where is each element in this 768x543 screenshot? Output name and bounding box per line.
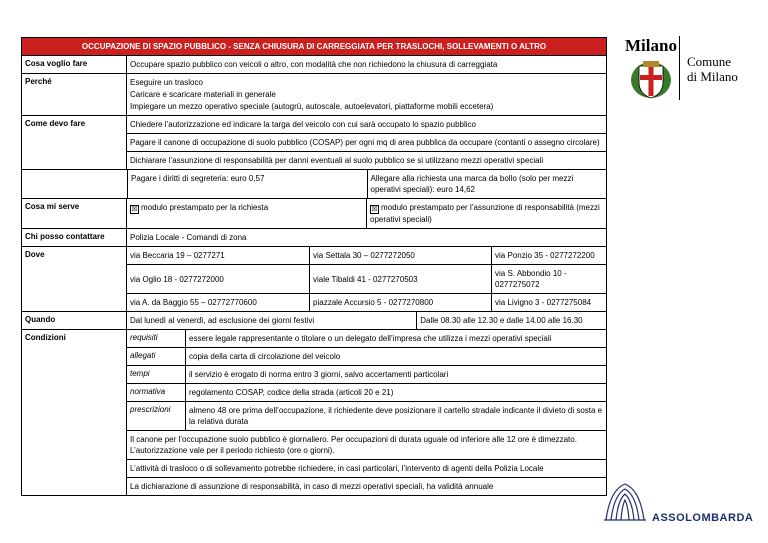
come-line: Chiedere l’autorizzazione ed indicare la targa del veicolo con cui sarà occupato lo spazio pubblico — [127, 116, 606, 134]
perche-line: Impiegare un mezzo operativo speciale (autogrù, autoscale, autoelevatori, piattaforme mobili eccetera) — [130, 102, 494, 111]
row-dove — [21, 247, 607, 312]
row-label: Come devo fare — [22, 116, 127, 169]
come-line: Pagare il canone di occupazione di suolo pubblico (COSAP) per ogni mq di area pubblica da occupare (contanti o assegno circolare) — [127, 134, 606, 152]
dove-cell: via Beccaria 19 – 0277271 — [127, 247, 309, 265]
quando-giorni: Dal lunedì al venerdì, ad esclusione dei giorni festivi — [130, 316, 315, 325]
dove-cell: viale Tibaldi 41 - 0277270503 — [309, 265, 491, 294]
serve-marca: Allegare alla richiesta una marca da bollo (solo per mezzi operativi speciali): euro 14,62 — [367, 170, 607, 198]
serve-modulo-richiesta: modulo prestampato per la richiesta — [141, 203, 269, 212]
row-label: Cosa voglio fare — [22, 56, 127, 73]
row-label: Cosa mi serve — [22, 199, 127, 228]
come-line: Dichiarare l’assunzione di responsabilità per danni eventuali al suolo pubblico se si utilizzano mezzi operativi speciali — [130, 156, 544, 165]
serve-modulo-responsabilita: modulo prestampato per l’assunzione di responsabilità (mezzi operativi speciali) — [370, 203, 600, 224]
dove-cell: via A. da Baggio 55 – 02772770600 — [130, 298, 257, 307]
row-label-spacer — [22, 170, 127, 198]
row-label: Quando — [22, 312, 127, 329]
row-cosa-voglio — [21, 56, 607, 74]
serve-diritti: Pagare i diritti di segreteria: euro 0,57 — [131, 174, 265, 183]
cond-note: L’attività di trasloco o di sollevamento potrebbe richiedere, in casi particolari, l’intervento di agenti della Polizia Locale — [127, 460, 606, 478]
dove-cell: via S. Abbondio 10 - 0277275072 — [491, 265, 606, 294]
perche-line: Caricare e scaricare materiali in generale — [130, 90, 276, 99]
row-condizioni — [21, 330, 607, 496]
logo-di-milano: di Milano — [687, 69, 738, 84]
cond-key: requisiti — [127, 330, 186, 347]
row-quando — [21, 312, 607, 330]
cond-key: tempi — [127, 366, 186, 383]
row-chi — [21, 229, 607, 247]
dove-cell: via Livigno 3 - 0277275084 — [491, 294, 606, 311]
cond-value: almeno 48 ore prima dell’occupazione, il richiedente deve posizionare il cartello stradale indicante il divieto di sosta e la relativa durata — [189, 406, 603, 426]
dove-cell: via Ponzio 35 - 0277272200 — [491, 247, 606, 265]
row-label: Dove — [22, 247, 127, 311]
logo-divider — [679, 36, 680, 100]
row-come — [21, 116, 607, 170]
row-cosa-serve — [21, 170, 607, 199]
info-sheet — [21, 37, 607, 496]
row-label: Perché — [22, 74, 127, 115]
checkbox-icon: ☒ — [371, 206, 378, 213]
cond-note: La dichiarazione di assunzione di responsabilità, in caso di mezzi operativi speciali, ha validità annuale — [130, 482, 494, 491]
cond-key: normativa — [127, 384, 186, 401]
assolombarda-mark-icon — [602, 480, 648, 524]
logo-city: Milano — [625, 36, 677, 55]
cond-key: allegati — [127, 348, 186, 365]
dove-cell: piazzale Accursio 5 - 0277270800 — [309, 294, 491, 311]
milano-crest-icon — [629, 60, 673, 100]
cond-value: copia della carta di circolazione del veicolo — [189, 352, 341, 361]
assolombarda-wordmark: ASSOLOMBARDA — [652, 512, 754, 524]
dove-cell: via Settala 30 – 0277272050 — [309, 247, 491, 265]
logo-comune: Comune — [687, 54, 732, 69]
checkbox-icon: ☒ — [131, 206, 138, 213]
dove-cell: via Oglio 18 - 0277272000 — [127, 265, 309, 294]
assolombarda-logo — [600, 478, 754, 526]
cond-key: prescrizioni — [127, 402, 186, 430]
row-label: Condizioni — [22, 330, 127, 495]
quando-orari: Dalle 08.30 alle 12.30 e dalle 14.00 alle 16.30 — [416, 312, 606, 329]
milano-logo — [615, 34, 755, 104]
perche-line: Eseguire un trasloco — [130, 78, 203, 87]
row-text: Polizia Locale - Comandi di zona — [130, 233, 247, 242]
cond-value: il servizio è erogato di norma entro 3 giorni, salvo accertamenti particolari — [189, 370, 449, 379]
row-perche — [21, 74, 607, 116]
row-text: Occupare spazio pubblico con veicoli o altro, con modalità che non richiedono la chiusura di carreggiata — [130, 60, 498, 69]
cond-note: Il canone per l’occupazione suolo pubblico è giornaliero. Per occupazioni di durata uguale od inferiore alle 12 ore è dimezzato. L’autorizzazione vale per il periodo richiesto (ore o giorni). — [127, 431, 606, 460]
cond-value: essere legale rappresentante o titolare o un delegato dell’impresa che utilizza i mezzi operativi speciali — [189, 334, 552, 343]
cond-value: regolamento COSAP, codice della strada (articoli 20 e 21) — [189, 388, 394, 397]
sheet-header: OCCUPAZIONE DI SPAZIO PUBBLICO - SENZA CHIUSURA DI CARREGGIATA PER TRASLOCHI, SOLLEVAMENTI O ALTRO — [21, 37, 607, 56]
row-label: Chi posso contattare — [22, 229, 127, 246]
